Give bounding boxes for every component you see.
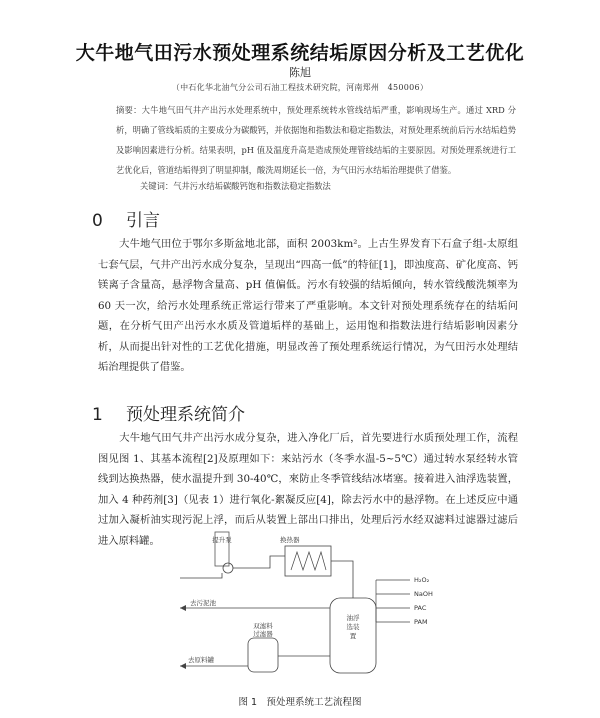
figure-caption: 图 1 预处理系统工艺流程图 [238, 697, 362, 708]
pump-label: 提升泵 [212, 536, 232, 544]
filter-label: 双滤料过滤器 [253, 622, 273, 638]
flotation-label: 油浮选装置 [346, 614, 360, 640]
heat-exchanger [285, 546, 331, 576]
paragraph-text: 大牛地气田位于鄂尔多斯盆地北部，面积 2003km²。上古生界发育下石盒子组-太原组七套气层，气井产出污水成分复杂，呈现出“四高一低”的特征[1]，即浊度高、矿化度高、钙镁离子含量高，悬浮物含量高、pH 值偏低。污水有较强的结垢倾向，转水管线酸洗频率为 60 天一次，给污水处理系统正常运行带来了严重影响。本文针对预处理系统存在的结垢问题，在分析气田产出污水水质及管道垢样的基础上，运用饱和指数法进行结垢影响因素分析，从而提出针对性的工艺优化措施，明显改善了预处理系统运行情况，为气田污水处理结垢治理提供了借鉴。 [98, 238, 518, 373]
section-number: 0 [92, 211, 103, 231]
dual-media-filter [248, 638, 278, 672]
section-heading-0 [92, 206, 160, 231]
keywords: 关键词：气井污水结垢碳酸钙饱和指数法稳定指数法 [140, 181, 331, 191]
inlet-line [180, 573, 222, 578]
chemical-label: H₂O₂ [414, 576, 430, 584]
arrow-icon [180, 663, 186, 669]
abstract: 摘要：大牛地气田气井产出污水处理系统中，预处理系统转水管线结垢严重，影响现场生产。通过 XRD 分析，明确了管线垢质的主要成分为碳酸钙，并依据饱和指数法和稳定指数法，对预处理系统前后污水结垢趋势及影响因素进行分析。结果表明，pH 值及温度升高是造成预处理管线结垢的主要原因。对预处理系统进行工艺优化后，管道结垢得到了明显抑制，酸洗周期延长一倍，为气田污水结垢治理提供了借鉴。 [116, 105, 516, 175]
process-flow-diagram [160, 528, 505, 693]
arrow-icon [180, 605, 186, 611]
raw-tank-label: 去原料罐 [188, 656, 214, 664]
section-number: 1 [92, 405, 103, 425]
heat-exchanger-label: 换热器 [280, 536, 300, 544]
sludge-pool-label: 去污泥池 [190, 599, 216, 607]
pump-icon [223, 563, 233, 573]
exchanger-outlet-line [331, 561, 353, 598]
chemical-label: PAM [414, 618, 428, 626]
section-0-paragraph [98, 234, 518, 378]
section-heading-1 [92, 400, 245, 425]
paper-title: 大牛地气田污水预处理系统结垢原因分析及工艺优化 [75, 42, 525, 64]
section-title: 预处理系统简介 [126, 405, 245, 425]
chemical-label: PAC [414, 604, 427, 612]
chemical-label: NaOH [414, 590, 433, 598]
pump-outlet-line [233, 556, 285, 568]
paragraph-text: 大牛地气田气井产出污水成分复杂，进入净化厂后，首先要进行水质预处理工作，流程图见图 1、其基本流程[2]及原理如下：来站污水（冬季水温-5~5℃）通过转水泵经转水管线到达换热器，使水温提升到 30-40℃，來防止冬季管线结冰堵塞。接着进入油浮选装置，加入 4 种药剂[3]（见表 1）进行氧化-絮凝反应[4]，除去污水中的悬浮物。在上述反应中通过加入凝析油实现污泥上浮，而后从装置上部出口排出，处理后污水经双滤料过滤器过滤后进入原料罐。 [98, 432, 518, 547]
author: 陈旭 [289, 66, 311, 79]
heat-exchanger-coil-icon [291, 552, 326, 570]
section-title: 引言 [126, 211, 160, 231]
chemical-dosing [376, 576, 433, 626]
affiliation: （中石化华北油气分公司石油工程技术研究院，河南郑州 450006） [171, 83, 429, 92]
